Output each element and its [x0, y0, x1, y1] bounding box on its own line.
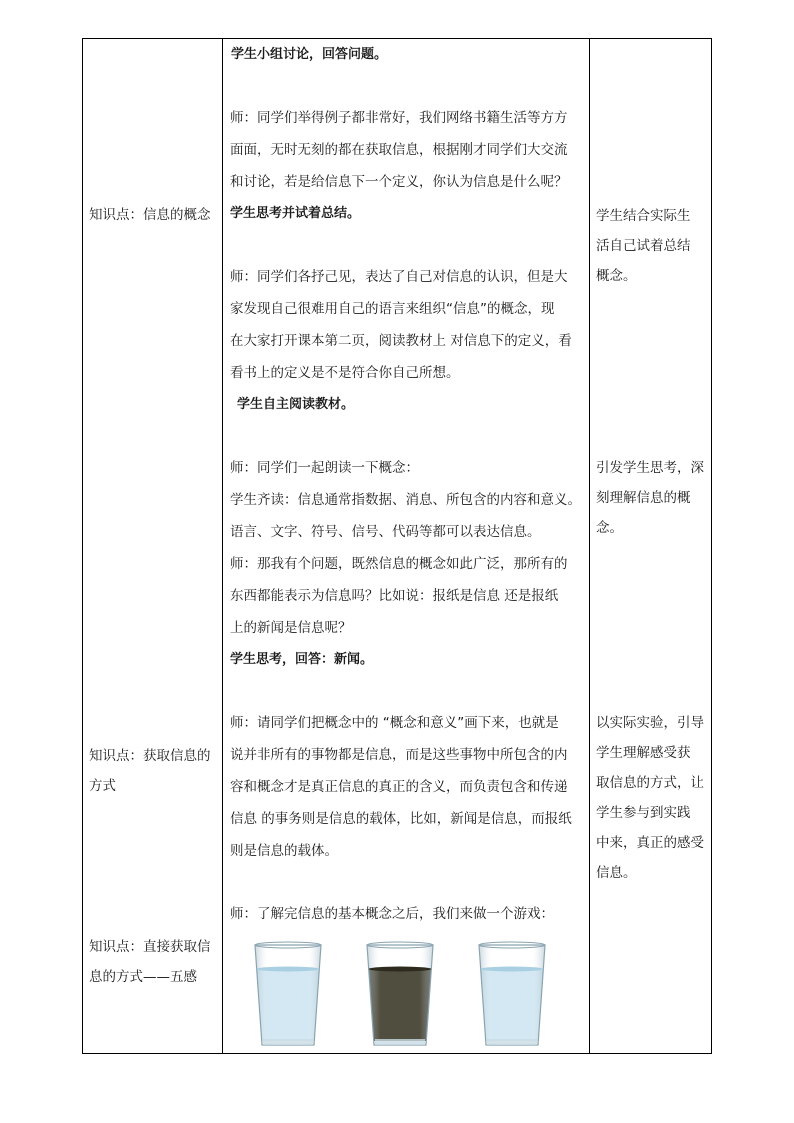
water-glasses-image: [222, 939, 589, 1051]
intent-note-3-line: 学生理解感受获: [596, 745, 691, 761]
teacher-text: 师：那我有个问题，既然信息的概念如此广泛，那所有的: [230, 556, 568, 572]
glass-clear-water: [255, 942, 321, 1045]
student-activity-text: 学生思考并试着总结。: [230, 206, 361, 221]
intent-note-3-line: 取信息的方式，让: [596, 775, 704, 791]
teacher-text: 容和概念才是真正信息的真正的含义，而负责包含和传递: [230, 779, 568, 795]
teacher-text: 上的新闻是信息呢？: [230, 620, 352, 636]
knowledge-point-2-line2: 方式: [89, 778, 116, 794]
knowledge-point-2-line1: 知识点：获取信息的: [89, 748, 211, 764]
intent-note-1-line: 活自己试着总结: [596, 238, 691, 254]
knowledge-point-column: [83, 39, 222, 1053]
teacher-text: 面面，无时无刻的都在获取信息，根据刚才同学们大交流: [230, 142, 568, 158]
teacher-text: 看书上的定义是不是符合你自己所想。: [230, 365, 460, 381]
intent-note-2-line: 刻理解信息的概: [596, 490, 691, 506]
intent-note-2-line: 引发学生思考，深: [596, 460, 704, 476]
teacher-text: 信息 的事务则是信息的载体，比如，新闻是信息，而报纸: [230, 811, 572, 827]
lesson-table: [82, 38, 712, 1054]
teacher-text: 师：请同学们把概念中的 “概念和意义”画下来，也就是: [230, 715, 559, 731]
glass-clear-water: [479, 942, 545, 1045]
teacher-text: 东西都能表示为信息吗？比如说：报纸是信息 还是报纸: [230, 588, 559, 604]
intent-note-3-line: 学生参与到实践: [596, 805, 691, 821]
intent-note-3-line: 信息。: [596, 865, 637, 881]
knowledge-point-3-line1: 知识点：直接获取信: [89, 939, 211, 955]
intent-note-3-line: 中来，真正的感受: [596, 835, 704, 851]
student-text: 学生齐读：信息通常指数据、消息、所包含的内容和意义。: [230, 492, 581, 508]
student-text: 语言、文字、符号、信号、代码等都可以表达信息。: [230, 524, 541, 540]
intent-note-1-line: 概念。: [596, 268, 637, 284]
student-activity-text: 学生小组讨论，回答问题。: [231, 47, 388, 62]
student-activity-text: 学生思考，回答：新闻。: [230, 652, 374, 667]
teacher-text: 师：同学们各抒己见，表达了自己对信息的认识，但是大: [230, 269, 568, 285]
design-intent-column: [589, 39, 713, 1053]
student-activity-text: 学生自主阅读教材。: [237, 397, 355, 412]
intent-note-1-line: 学生结合实际生: [596, 208, 691, 224]
teacher-text: 和讨论，若是给信息下一个定义，你认为信息是什么呢？: [230, 174, 568, 190]
teacher-text: 师：同学们举得例子都非常好，我们网络书籍生活等方方: [230, 110, 568, 126]
intent-note-2-line: 念。: [596, 520, 623, 536]
glass-dark-liquid: [367, 942, 433, 1045]
knowledge-point-3-line2: 息的方式——五感: [89, 969, 197, 985]
knowledge-point-1: 知识点：信息的概念: [89, 207, 211, 223]
teaching-process-column: [222, 39, 589, 1053]
teacher-text: 则是信息的载体。: [230, 843, 338, 859]
teacher-text: 在大家打开课本第二页，阅读教材上 对信息下的定义，看: [230, 333, 572, 349]
intent-note-3-line: 以实际实验，引导: [596, 715, 704, 731]
teacher-text: 师：同学们一起朗读一下概念：: [230, 460, 419, 476]
teacher-text: 师：了解完信息的基本概念之后，我们来做一个游戏：: [230, 906, 554, 922]
teacher-text: 说并非所有的事物都是信息，而是这些事物中所包含的内: [230, 747, 568, 763]
teacher-text: 家发现自己很难用自己的语言来组织“信息”的概念，现: [230, 301, 555, 317]
